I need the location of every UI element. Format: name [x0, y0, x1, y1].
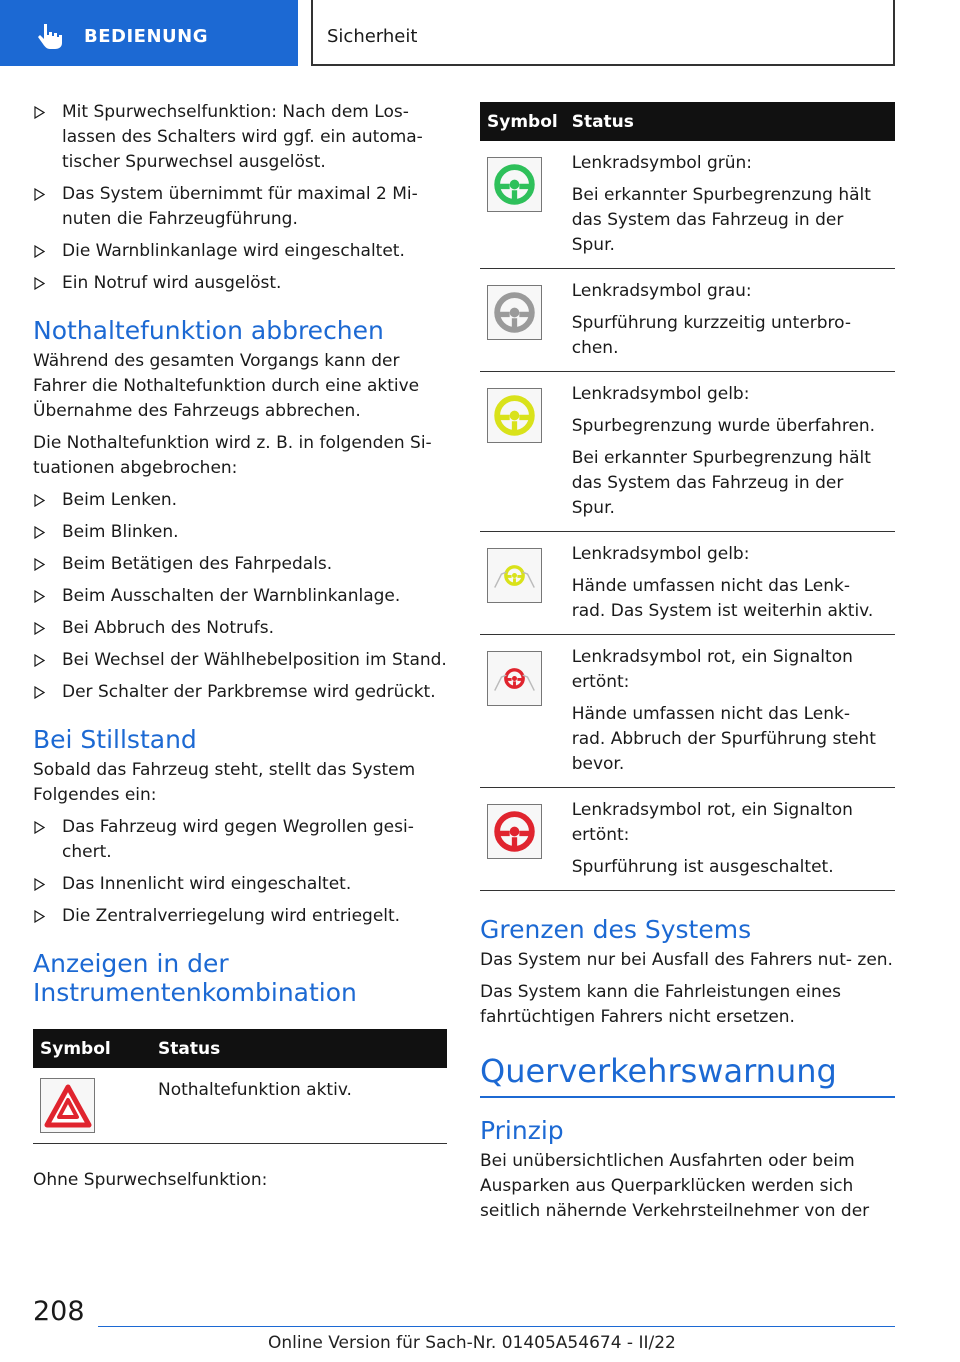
col-status-header: Status: [151, 1029, 447, 1068]
status-text: Lenkradsymbol gelb:: [571, 544, 750, 564]
list-item: [33, 552, 447, 577]
list-item: [33, 584, 447, 609]
list-item-text: Das Innenlicht wird eingeschaltet.: [62, 874, 352, 894]
chapter-box: [311, 0, 895, 66]
footer-text: Online Version für Sach-Nr. 01405A54674 - II/22: [268, 1333, 676, 1353]
triangle-bullet-icon: [34, 494, 45, 507]
triangle-bullet-icon: [34, 622, 45, 635]
heading-stillstand: Bei Stillstand: [33, 725, 197, 754]
triangle-bullet-icon: [34, 277, 45, 290]
list-item-text: Beim Betätigen des Fahrpedals.: [62, 554, 333, 574]
list-item-text: Die Warnblinkanlage wird eingeschaltet.: [62, 241, 405, 261]
list-item-text: Der Schalter der Parkbremse wird gedrückt.: [62, 682, 436, 702]
list-item: [33, 520, 447, 545]
steering-wheel-grey-icon: [487, 285, 542, 340]
section-tab[interactable]: [0, 0, 298, 66]
table-row: [480, 788, 895, 891]
hand-pointer-icon: [36, 22, 66, 50]
list-item-text: Bei Abbruch des Notrufs.: [62, 618, 275, 638]
footer-divider: [98, 1326, 895, 1327]
list-item: [33, 680, 447, 705]
heading-nothalt-abbrechen: Nothaltefunktion abbrechen: [33, 316, 384, 345]
list-item-text: Bei Wechsel der Wählhebelposition im Stand.: [62, 650, 447, 670]
list-item: [33, 616, 447, 641]
warning-triangle-icon: [40, 1078, 95, 1133]
paragraph: Das System kann die Fahrleistungen eines fahrtüchtigen Fahrers nicht ersetzen.: [480, 982, 841, 1027]
status-text: Lenkradsymbol grau:: [571, 281, 752, 301]
triangle-bullet-icon: [34, 878, 45, 891]
chapter-label: Sicherheit: [327, 26, 418, 47]
paragraph: Die Nothaltefunktion wird z. B. in folgenden Si- tuationen abgebrochen:: [33, 433, 432, 478]
list-item-text: Das Fahrzeug wird gegen Wegrollen gesi- chert.: [62, 817, 414, 862]
triangle-bullet-icon: [34, 590, 45, 603]
list-item: [33, 648, 447, 673]
col-status-header: Status: [565, 102, 895, 141]
triangle-bullet-icon: [34, 188, 45, 201]
triangle-bullet-icon: [34, 654, 45, 667]
table-row: [480, 269, 895, 372]
right-column: [480, 102, 895, 1231]
status-text: Nothaltefunktion aktiv.: [158, 1080, 352, 1100]
table-row: [480, 532, 895, 635]
paragraph: Bei unübersichtlichen Ausfahrten oder beim Ausparken aus Querparklücken werden sich seitlich nähernde Verkehrsteilnehmer von der: [480, 1151, 870, 1221]
triangle-bullet-icon: [34, 910, 45, 923]
status-text: Hände umfassen nicht das Lenk- rad. Das System ist weiterhin aktiv.: [571, 576, 874, 621]
triangle-bullet-icon: [34, 106, 45, 119]
list-item-text: Beim Lenken.: [62, 490, 178, 510]
left-column: [33, 100, 447, 1200]
list-stillstand: [33, 815, 447, 929]
list-item-text: Beim Ausschalten der Warnblinkanlage.: [62, 586, 401, 606]
symbol-table-left: [33, 1029, 447, 1144]
symbol-table-right: [480, 102, 895, 891]
triangle-bullet-icon: [34, 686, 45, 699]
list-item-text: Mit Spurwechselfunktion: Nach dem Los- lassen des Schalters wird ggf. ein automa- tischer Spurwechsel ausgelöst.: [62, 102, 423, 172]
status-text: Bei erkannter Spurbegrenzung hält das System das Fahrzeug in der Spur.: [571, 448, 871, 518]
hands-off-red-icon: [487, 651, 542, 706]
steering-wheel-red-icon: [487, 804, 542, 859]
hands-off-yellow-icon: [487, 548, 542, 603]
list-item-text: Die Zentralverriegelung wird entriegelt.: [62, 906, 401, 926]
status-text: Bei erkannter Spurbegrenzung hält das System das Fahrzeug in der Spur.: [571, 185, 871, 255]
title-querverkehrswarnung: Querverkehrswarnung: [480, 1052, 895, 1098]
list-item-text: Das System übernimmt für maximal 2 Mi- nuten die Fahrzeugführung.: [62, 184, 418, 229]
list-item: [33, 182, 447, 232]
table-row: [480, 635, 895, 788]
triangle-bullet-icon: [34, 821, 45, 834]
status-text: Spurführung ist ausgeschaltet.: [571, 857, 834, 877]
heading-prinzip: Prinzip: [480, 1116, 564, 1145]
heading-anzeigen: Anzeigen in der Instrumentenkombination: [33, 949, 357, 1007]
list-item: [33, 488, 447, 513]
list-intro: [33, 100, 447, 296]
steering-wheel-green-icon: [487, 157, 542, 212]
section-label: BEDIENUNG: [84, 26, 208, 47]
col-symbol-header: Symbol: [33, 1029, 151, 1068]
status-text: Spurbegrenzung wurde überfahren.: [571, 416, 876, 436]
paragraph: Das System nur bei Ausfall des Fahrers nut- zen.: [480, 950, 893, 970]
paragraph: Während des gesamten Vorgangs kann der Fahrer die Nothaltefunktion durch eine aktive Übernahme des Fahrzeugs abbrechen.: [33, 351, 420, 421]
status-text: Lenkradsymbol rot, ein Signalton ertönt:: [571, 800, 853, 845]
list-abbruch: [33, 488, 447, 705]
list-item: [33, 100, 447, 175]
list-item: [33, 904, 447, 929]
table-row: [480, 372, 895, 532]
paragraph: Sobald das Fahrzeug steht, stellt das System Folgendes ein:: [33, 760, 416, 805]
list-item: [33, 872, 447, 897]
heading-grenzen: Grenzen des Systems: [480, 915, 752, 944]
list-item-text: Beim Blinken.: [62, 522, 179, 542]
paragraph: Ohne Spurwechselfunktion:: [33, 1170, 268, 1190]
triangle-bullet-icon: [34, 558, 45, 571]
list-item-text: Ein Notruf wird ausgelöst.: [62, 273, 282, 293]
triangle-bullet-icon: [34, 245, 45, 258]
triangle-bullet-icon: [34, 526, 45, 539]
status-text: Lenkradsymbol gelb:: [571, 384, 750, 404]
table-row: [33, 1068, 447, 1144]
col-symbol-header: Symbol: [480, 102, 565, 141]
list-item: [33, 239, 447, 264]
page-number: 208: [33, 1296, 85, 1327]
status-text: Hände umfassen nicht das Lenk- rad. Abbruch der Spurführung steht bevor.: [571, 704, 876, 774]
list-item: [33, 815, 447, 865]
status-text: Lenkradsymbol rot, ein Signalton ertönt:: [571, 647, 853, 692]
status-text: Spurführung kurzzeitig unterbro- chen.: [571, 313, 851, 358]
steering-wheel-yellow-icon: [487, 388, 542, 443]
list-item: [33, 271, 447, 296]
table-row: [480, 141, 895, 269]
status-text: Lenkradsymbol grün:: [571, 153, 753, 173]
